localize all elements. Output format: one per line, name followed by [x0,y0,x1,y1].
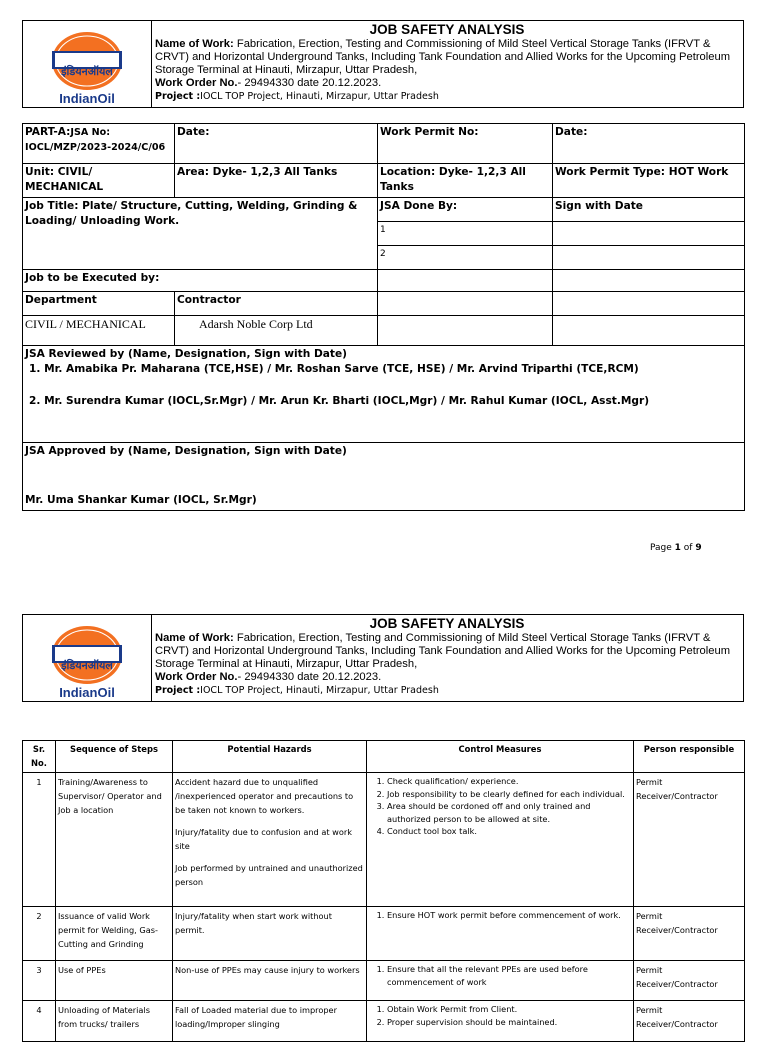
area-cell: Area: Dyke- 1,2,3 All Tanks [175,164,378,198]
empty-cell [553,270,745,292]
hazard-item: Accident hazard due to unqualified /inexperienced operator and precautions to be taken not known to workers. [175,777,354,815]
empty-cell [553,316,745,346]
hazards [173,961,367,1001]
sr-no: 1 [23,773,56,907]
empty-cell [378,292,553,316]
page-number [650,543,702,553]
hazard-item: Non-use of PPEs may cause injury to workers [175,965,360,975]
control-measures [367,907,634,961]
contractor-name: Adarsh Noble Corp Ltd [199,317,313,331]
hazards [173,1001,367,1042]
logo-wordmark: IndianOil [59,685,115,700]
page-prefix: Page [650,543,675,553]
header-box-2 [22,614,744,702]
name-of-work [155,632,739,671]
column-header-sequence: Sequence of Steps [56,741,173,773]
approved-by-cell [23,443,745,511]
reviewed-by-label: JSA Reviewed by (Name, Designation, Sign with Date) [25,348,347,360]
reviewed-by-1: 1. Mr. Amabika Pr. Maharana (TCE,HSE) / Mr. Roshan Sarve (TCE, HSE) / Mr. Arvind Triparthi (TCE,RCM) [29,363,639,375]
step: Training/Awareness to Supervisor/ Operator and Job a location [56,773,173,907]
done-by-2: 2 [378,246,553,270]
person-responsible: Permit Receiver/Contractor [634,1001,745,1042]
part-a-table [22,123,745,511]
logo-wordmark: IndianOil [59,91,115,106]
contractor-value [175,316,378,346]
reviewed-by-cell [23,346,745,443]
empty-cell [553,292,745,316]
sr-no: 3 [23,961,56,1001]
logo-hindi-text: इंडियनऑयल [61,659,113,672]
hazard-item: Job performed by untrained and unauthorized person [175,863,363,887]
table-row [23,907,745,961]
column-header-sr-no: Sr. No. [23,741,56,773]
person-responsible: Permit Receiver/Contractor [634,961,745,1001]
indianoil-logo-icon [51,625,123,685]
work-order [155,671,739,684]
project [155,90,739,103]
approved-by-label: JSA Approved by (Name, Designation, Sign with Date) [25,445,347,457]
empty-cell [378,270,553,292]
project-label: Project : [155,91,201,102]
control-measures [367,773,634,907]
unit-cell: Unit: CIVIL/ MECHANICAL [23,164,175,198]
job-executed-by: Job to be Executed by: [23,270,378,292]
jsa-number-cell [23,124,175,164]
done-by-2-sign [553,246,745,270]
approved-by-name: Mr. Uma Shankar Kumar (IOCL, Sr.Mgr) [25,494,257,506]
date-cell: Date: [175,124,378,164]
column-header-hazards: Potential Hazards [173,741,367,773]
project-value: IOCL TOP Project, Hinauti, Mirzapur, Uttar Pradesh [200,685,439,696]
page-total: 9 [695,543,702,553]
done-by-1: 1 [378,222,553,246]
header-text [155,21,739,103]
step: Unloading of Materials from trucks/ trailers [56,1001,173,1042]
hazard-item: Injury/fatality when start work without permit. [175,911,332,935]
logo-hindi-text: इंडियनऑयल [61,65,113,78]
measure-item: 1. Obtain Work Permit from Client. [387,1003,631,1016]
jsa-number: JSA No: IOCL/MZP/2023-2024/C/06 [25,127,166,153]
table-row [23,1001,745,1042]
reviewed-by-2: 2. Mr. Surendra Kumar (IOCL,Sr.Mgr) / Mr. Arun Kr. Bharti (IOCL,Mgr) / Mr. Rahul Kumar (IOCL, Asst.Mgr) [29,395,650,407]
hazards [173,907,367,961]
jsa-done-by-label: JSA Done By: [378,198,553,222]
document-title: JOB SAFETY ANALYSIS [369,22,525,37]
hazard-item: Fall of Loaded material due to improper loading/Improper slinging [175,1005,337,1029]
column-header-control-measures: Control Measures [367,741,634,773]
work-order-label: Work Order No. [155,77,238,89]
table-row [23,773,745,907]
part-label: PART-A: [25,126,71,138]
done-by-1-sign [553,222,745,246]
step: Use of PPEs [56,961,173,1001]
work-order-label: Work Order No. [155,671,238,683]
contractor-label: Contractor [175,292,378,316]
location-cell: Location: Dyke- 1,2,3 All Tanks [378,164,553,198]
header-box-1 [22,20,744,108]
measure-item: 4. Conduct tool box talk. [387,825,631,838]
page-of: of [680,543,696,553]
hazard-item: Injury/fatality due to confusion and at work site [175,827,352,851]
empty-cell [378,316,553,346]
work-order-value: - 29494330 date 20.12.2023. [237,77,382,89]
sign-with-date-label: Sign with Date [553,198,745,222]
steps-table [22,740,745,1042]
measure-item: 2. Job responsibility to be clearly defined for each individual. [387,788,631,801]
logo-cell [23,615,152,701]
date2-cell: Date: [553,124,745,164]
measure-item: 1. Ensure that all the relevant PPEs are used before commencement of work [387,963,631,988]
name-of-work-value: Fabrication, Erection, Testing and Commissioning of Mild Steel Vertical Storage Tanks (IFRVT & CRVT) and Horizontal Underground Tanks, Including Tank Foundation and Allied Works for the Upcoming Petroleum Storage Terminal at Hinauti, Mirzapur, Uttar Pradesh, [155,38,731,76]
project [155,684,739,697]
indianoil-logo-icon [51,31,123,91]
department-value: CIVIL / MECHANICAL [23,316,175,346]
name-of-work [155,38,739,77]
name-of-work-value: Fabrication, Erection, Testing and Commissioning of Mild Steel Vertical Storage Tanks (IFRVT & CRVT) and Horizontal Underground Tanks, Including Tank Foundation and Allied Works for the Upcoming Petroleum Storage Terminal at Hinauti, Mirzapur, Uttar Pradesh, [155,632,731,670]
control-measures [367,1001,634,1042]
header-text [155,615,739,697]
project-label: Project : [155,685,201,696]
measure-item: 1. Ensure HOT work permit before commencement of work. [387,909,631,922]
measure-item: 2. Proper supervision should be maintained. [387,1016,631,1029]
measure-item: 1. Check qualification/ experience. [387,775,631,788]
page-current: 1 [674,543,681,553]
document-title: JOB SAFETY ANALYSIS [369,616,525,631]
work-permit-type-cell: Work Permit Type: HOT Work [553,164,745,198]
step: Issuance of valid Work permit for Welding, Gas-Cutting and Grinding [56,907,173,961]
job-title-cell: Job Title: Plate/ Structure, Cutting, Welding, Grinding & Loading/ Unloading Work. [23,198,378,270]
person-responsible: Permit Receiver/Contractor [634,907,745,961]
department-label: Department [23,292,175,316]
work-order-value: - 29494330 date 20.12.2023. [237,671,382,683]
person-responsible: Permit Receiver/Contractor [634,773,745,907]
sr-no: 4 [23,1001,56,1042]
table-row [23,961,745,1001]
project-value: IOCL TOP Project, Hinauti, Mirzapur, Uttar Pradesh [200,91,439,102]
work-order [155,77,739,90]
work-permit-no-cell: Work Permit No: [378,124,553,164]
logo-cell [23,21,152,107]
column-header-person-responsible: Person responsible [634,741,745,773]
sr-no: 2 [23,907,56,961]
hazards [173,773,367,907]
name-of-work-label: Name of Work: [155,632,234,644]
name-of-work-label: Name of Work: [155,38,234,50]
control-measures [367,961,634,1001]
measure-item: 3. Area should be cordoned off and only trained and authorized person to be allowed at site. [387,800,631,825]
